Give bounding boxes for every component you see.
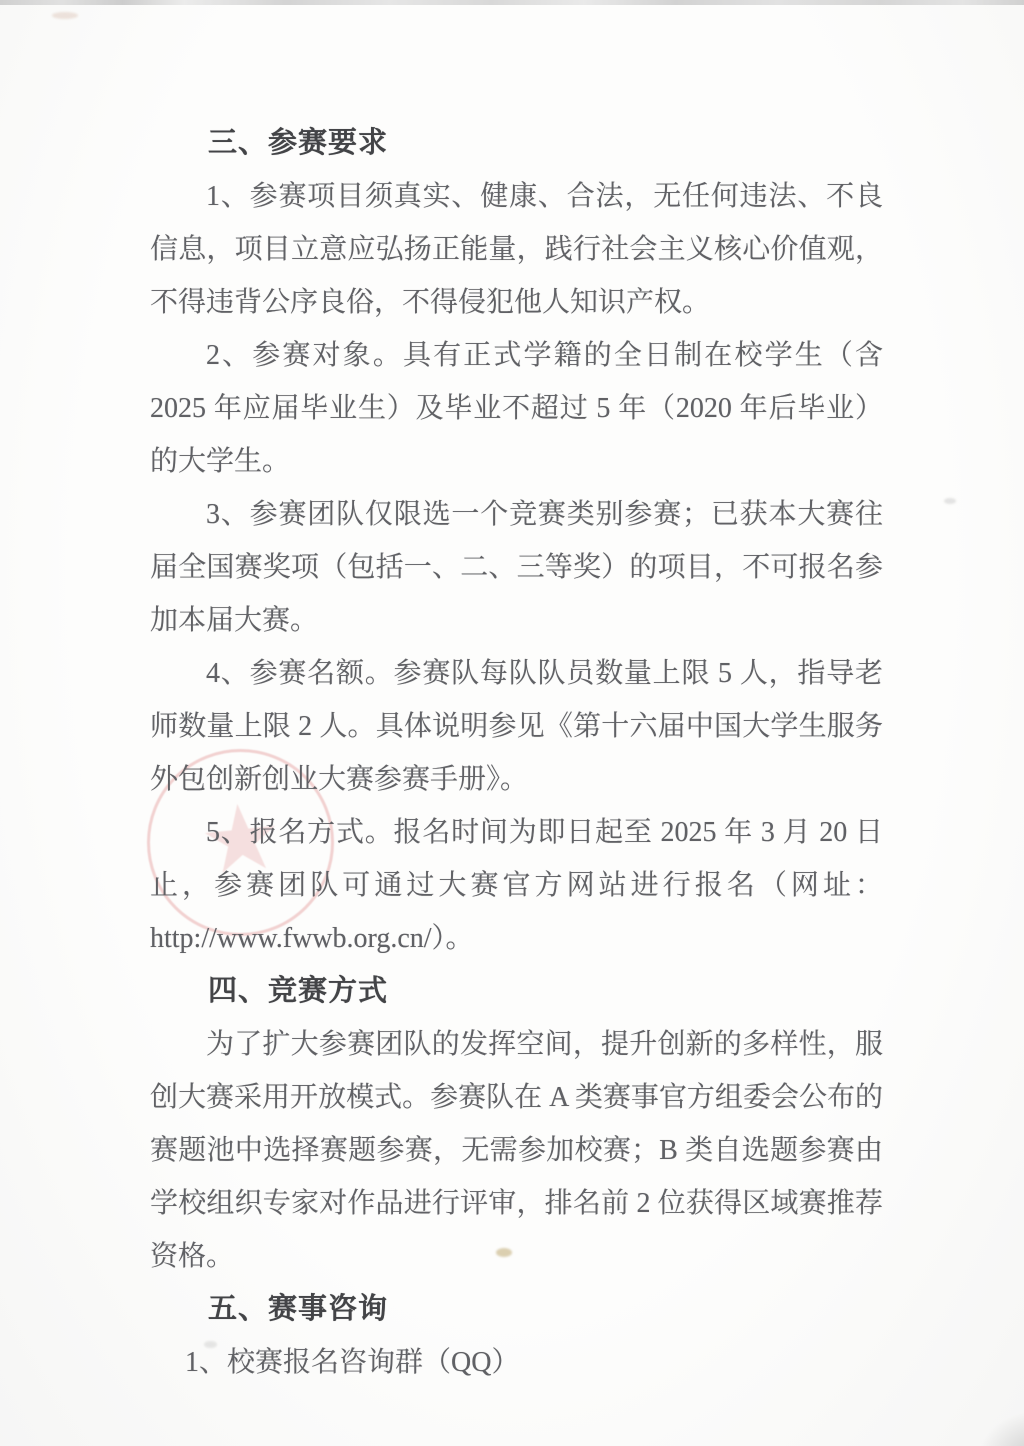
scan-corner-shadow bbox=[978, 1410, 1024, 1446]
section-heading-requirements: 三、参赛要求 bbox=[208, 127, 389, 159]
paragraph-qq-consult-group: 1、校赛报名咨询群（QQ） bbox=[185, 1347, 520, 1378]
scan-smudge bbox=[944, 498, 956, 504]
paragraph-competition-format: 为了扩大参赛团队的发挥空间，提升创新的多样性，服创大赛采用开放模式。参赛队在 A 类赛事官方组委会公布的赛题池中选择赛题参赛，无需参加校赛；B 类自选题参赛由学校组织专家对作品进行评审，排名前 2 位获得区域赛推荐资格。 bbox=[150, 1029, 883, 1272]
scan-smudge bbox=[204, 1341, 217, 1348]
document-body bbox=[150, 117, 883, 1389]
paragraph-registration: 5、报名方式。报名时间为即日起至 2025 年 3 月 20 日止，参赛团队可通过大赛官方网站进行报名（网址：http://www.fwwb.org.cn/）。 bbox=[150, 817, 883, 954]
section-heading-consultation: 五、赛事咨询 bbox=[208, 1293, 389, 1325]
paragraph-eligibility: 2、参赛对象。具有正式学籍的全日制在校学生（含 2025 年应届毕业生）及毕业不超过 5 年（2020 年后毕业）的大学生。 bbox=[150, 340, 883, 477]
paragraph-project-rules: 1、参赛项目须真实、健康、合法，无任何违法、不良信息，项目立意应弘扬正能量，践行社会主义核心价值观，不得违背公序良俗，不得侵犯他人知识产权。 bbox=[150, 181, 883, 318]
section-heading-competition-format: 四、竞赛方式 bbox=[208, 975, 389, 1007]
paragraph-team-quota: 4、参赛名额。参赛队每队队员数量上限 5 人，指导老师数量上限 2 人。具体说明参见《第十六届中国大学生服务外包创新创业大赛参赛手册》。 bbox=[150, 658, 883, 795]
star-icon: ★ bbox=[193, 780, 288, 896]
scan-smudge bbox=[496, 1248, 512, 1257]
scan-smudge bbox=[52, 12, 78, 19]
paragraph-category-limit: 3、参赛团队仅限选一个竞赛类别参赛；已获本大赛往届全国赛奖项（包括一、二、三等奖）的项目，不可报名参加本届大赛。 bbox=[150, 499, 883, 636]
scan-edge-artifact bbox=[0, 0, 1024, 5]
